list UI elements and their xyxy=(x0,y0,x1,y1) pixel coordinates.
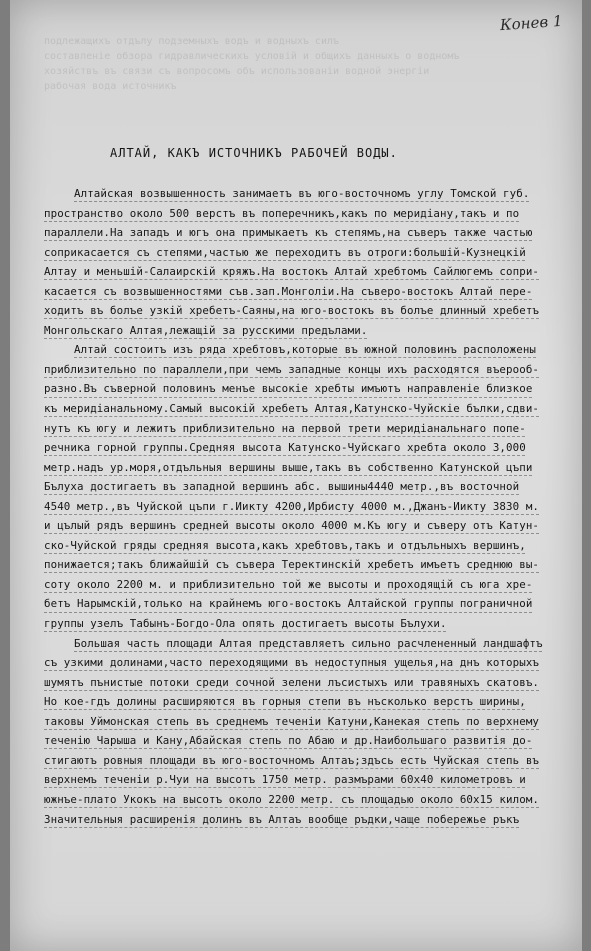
paragraph-line: речника горной группы.Средняя высота Катунско-Чуйскаго хребта около 3,000 xyxy=(44,441,526,455)
paragraph-line: приблизительно по параллели,при чемъ западные концы ихъ расходятся въерооб- xyxy=(44,362,540,376)
paragraph-line: таковы Уймонская степь въ среднемъ теченіи Катуни,Канекая степь по верхнему xyxy=(44,714,540,728)
paragraph-line: метр.надъ ур.моря,отдъльныя вершины выше,такъ въ собственно Катунской цъпи xyxy=(44,460,533,474)
paragraph-first-line: Алтай состоитъ изъ ряда хребтовъ,которые въ южной половинъ расположены xyxy=(74,343,537,357)
paragraph-first-line: Большая часть площади Алтая представляетъ сильно расчлененный ландшафтъ xyxy=(74,636,543,650)
bleed-through-line: подлежащихъ отдълу подземныхъ водъ и водныхъ силъ xyxy=(44,36,340,47)
paragraph-line: Но кое-гдъ долины расширяются въ горныя степи въ нъсколько верстъ ширины, xyxy=(44,695,526,709)
archive-mark: Конев 1 xyxy=(499,11,564,35)
paragraph-line: соприкасается съ степями,частью же переходитъ въ отроги:большій-Кузнецкій xyxy=(44,245,526,259)
paragraph-line: касается съ возвышенностями съв.зап.Монголіи.На съверо-востокъ Алтай пере- xyxy=(44,284,533,298)
paragraph-line: соту около 2200 м. и приблизительно той же высоты и проходящій съ юга хре- xyxy=(44,577,533,591)
paragraph-line: Значительныя расширенія долинъ въ Алтаъ вообще ръдки,чаще побережье ръкъ xyxy=(44,812,520,826)
paragraph-line: теченію Чарыша и Кану,Абайская степь по Абаю и др.Наибольшаго развитія до- xyxy=(44,734,533,748)
paragraph-line: Алтау и меньшій-Салаирскій кряжъ.На востокъ Алтай хребтомъ Сайлюгемъ сопри- xyxy=(44,265,540,279)
paragraph-line: стигаютъ ровныя площади въ юго-восточномъ Алтаъ;здъсь есть Чуйская степь въ xyxy=(44,753,540,767)
paragraph-line: южнъе-плато Укокъ на высотъ около 2200 метр. съ площадью около 60x15 килом. xyxy=(44,792,540,806)
document-page xyxy=(10,0,582,951)
paragraph-line: 4540 метр.,въ Чуйской цъпи г.Иикту 4200,Ирбисту 4000 м.,Джанъ-Иикту 3830 м. xyxy=(44,499,540,513)
paragraph-first-line: Алтайская возвышенность занимаетъ въ юго-восточномъ углу Томской губ. xyxy=(74,187,530,200)
paragraph-line: верхнемъ теченіи р.Чуи на высотъ 1750 метр. размърами 60x40 километровъ и xyxy=(44,773,526,787)
paragraph-line: Монгольскаго Алтая,лежащій за русскими предълами. xyxy=(44,323,368,337)
paragraph-line: понижается;такъ ближайшій съ съвера Теректинскій хребетъ имъетъ среднюю вы- xyxy=(44,558,540,572)
paragraph-line: съ узкими долинами,часто переходящими въ недоступныя ущелья,на днъ которыхъ xyxy=(44,656,540,670)
paragraph-line: разно.Въ съверной половинъ менъе высокіе хребты имъютъ направленіе близкое xyxy=(44,382,533,396)
paragraph-line: группы узелъ Табынъ-Богдо-Ола опять достигаетъ высоты Бълухи. xyxy=(44,617,447,631)
paragraph-line: ходитъ въ болъе узкій хребетъ-Саяны,на юго-востокъ въ болъе длинный хребетъ xyxy=(44,304,540,318)
paragraph-line: нутъ къ югу и лежитъ приблизительно на первой трети меридіанальнаго попе- xyxy=(44,421,526,435)
paragraph-line: къ меридіанальному.Самый высокій хребетъ Алтая,Катунско-Чуйскіе бълки,сдви- xyxy=(44,402,540,416)
paragraph-line: Бълуха достигаетъ въ западной вершинъ абс. вышины4440 метр.,въ восточной xyxy=(44,480,520,494)
paragraph-line: ско-Чуйской гряды средняя высота,какъ хребтовъ,такъ и отдъльныхъ вершинъ, xyxy=(44,538,526,552)
document-body xyxy=(44,184,582,829)
paragraph-line: шумятъ пънистые потоки среди сочной зелени лъсистыхъ или травяныхъ скатовъ. xyxy=(44,675,540,689)
paragraph-line: пространство около 500 верстъ въ поперечникъ,какъ по меридіану,такъ и по xyxy=(44,206,520,220)
bleed-through-line: составленіе обзора гидравлическихъ условій и общихъ данныхъ о водномъ xyxy=(44,51,460,62)
bleed-through-text xyxy=(44,34,564,94)
paragraph-line: и цълый рядъ вершинъ средней высоты около 4000 м.Къ югу и съверу отъ Катун- xyxy=(44,519,540,533)
bleed-through-line: хозяйствъ въ связи съ вопросомъ объ использованіи водной энергіи xyxy=(44,66,430,77)
paragraph-line: бетъ Нарымскій,только на крайнемъ юго-востокъ Алтайской группы пограничной xyxy=(44,597,533,611)
paragraph-line: параллели.На западъ и югъ она примыкаетъ къ степямъ,на съверъ также частью xyxy=(44,226,533,240)
document-title: АЛТАЙ, КАКЪ ИСТОЧНИКЪ РАБОЧЕЙ ВОДЫ. xyxy=(110,146,398,160)
bleed-through-line: рабочая вода источникъ xyxy=(44,81,177,92)
